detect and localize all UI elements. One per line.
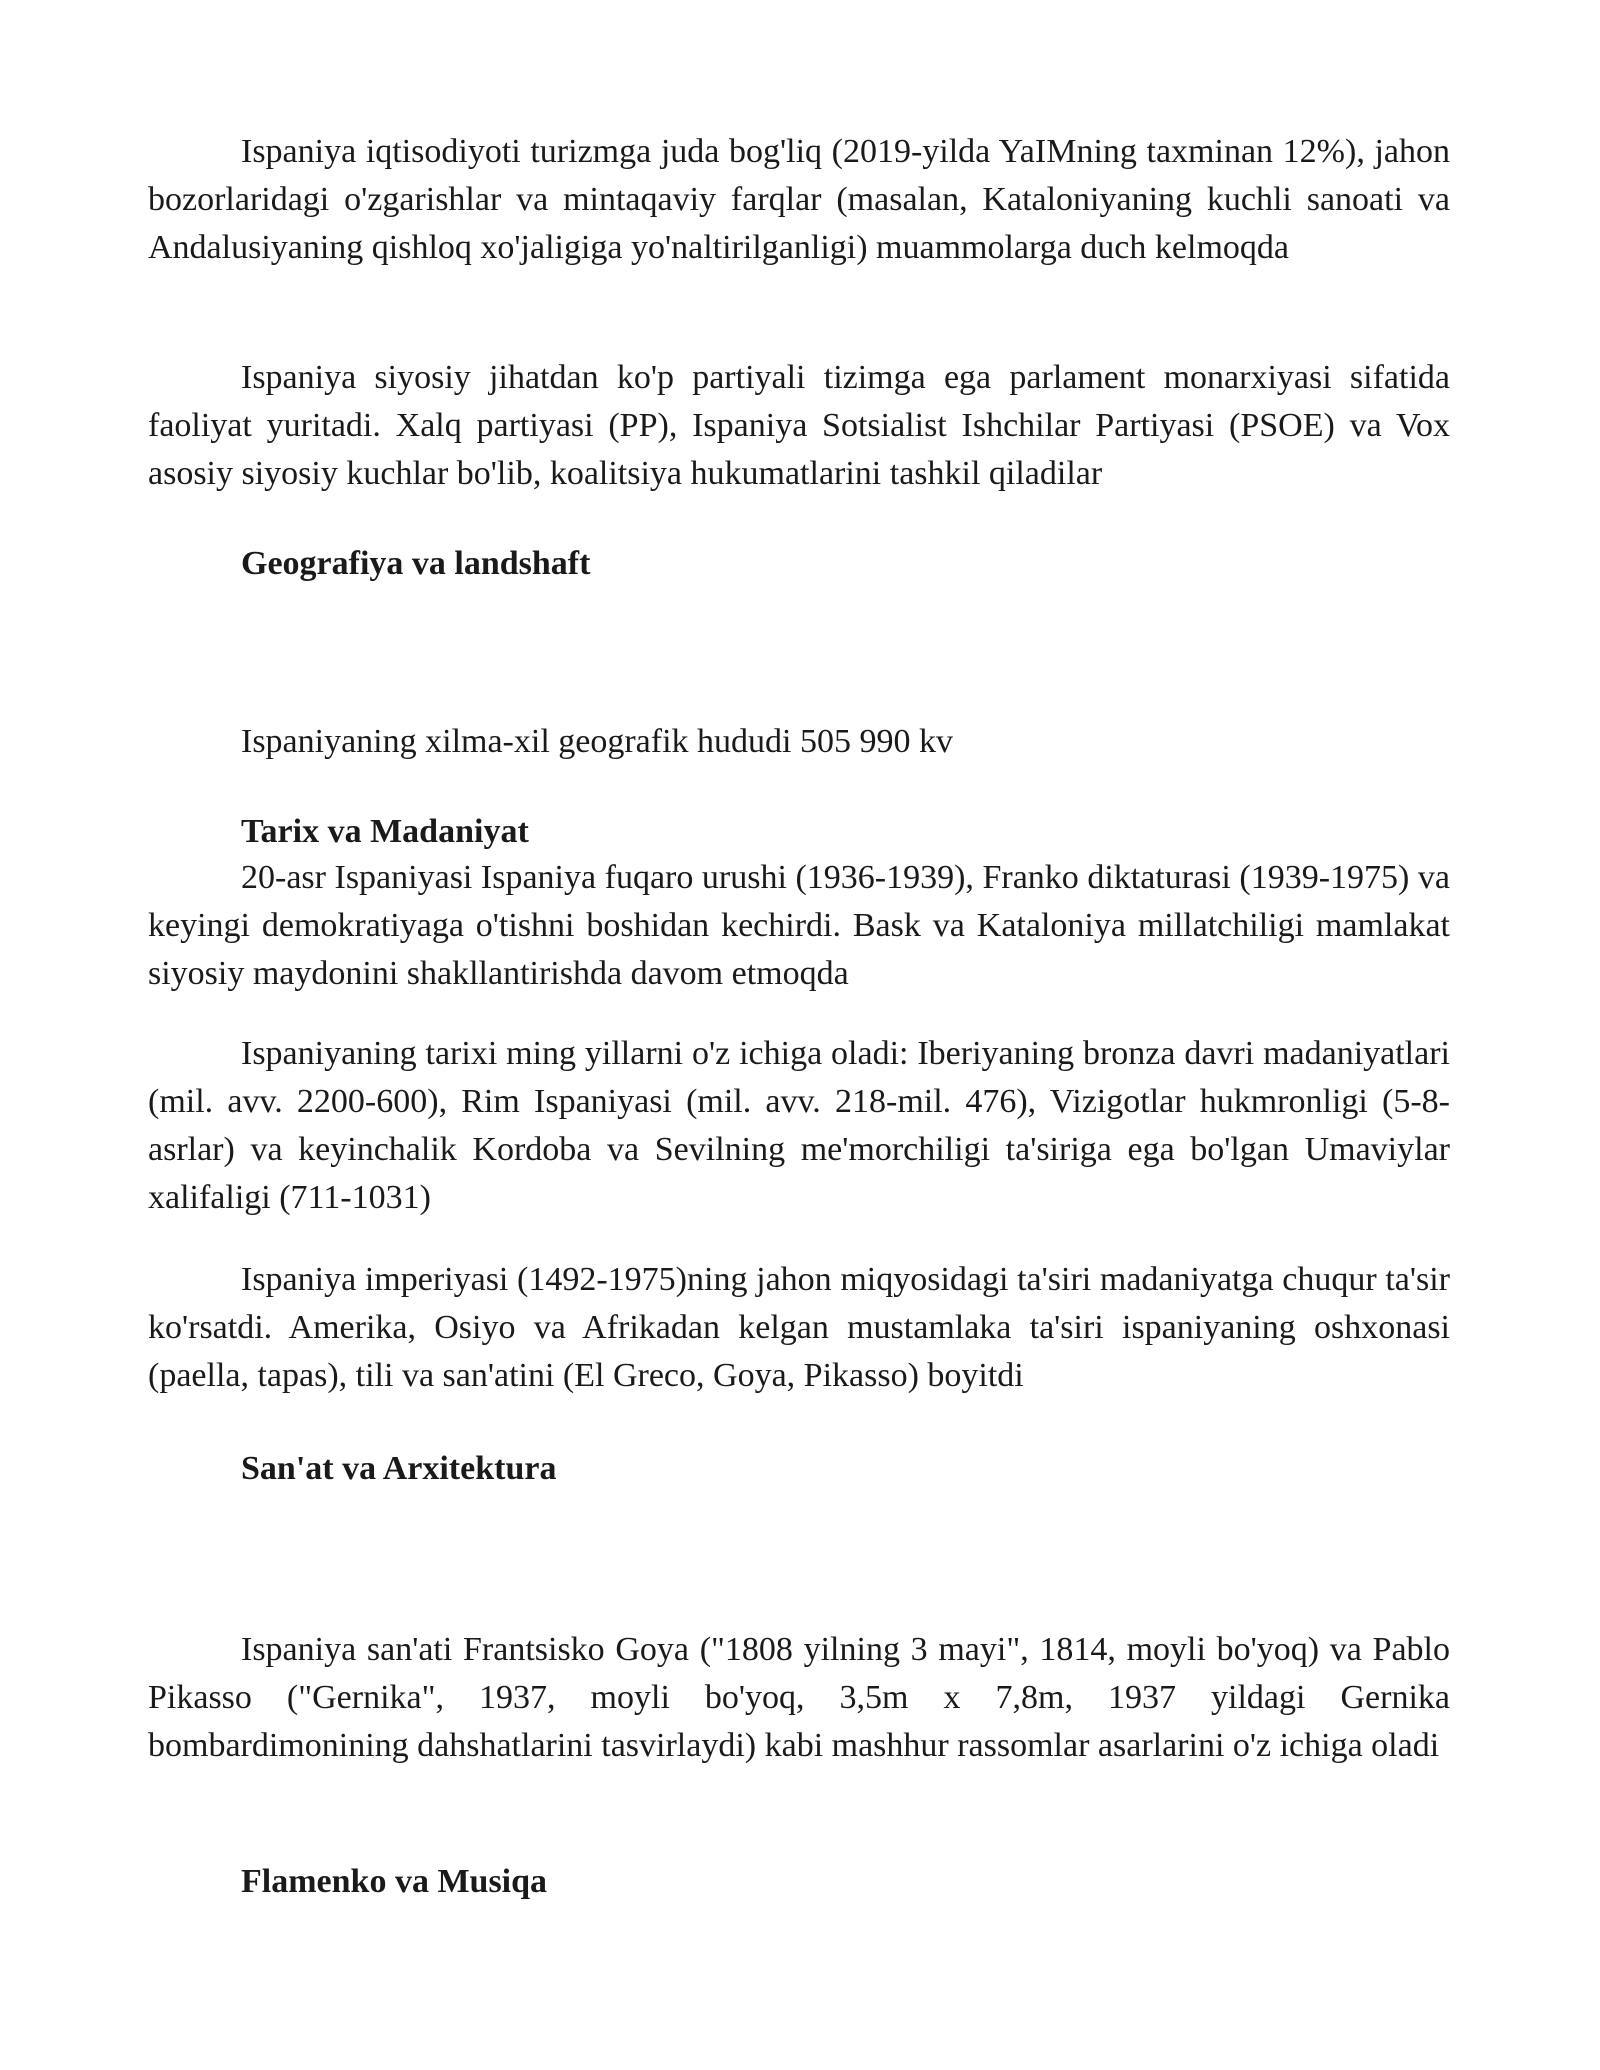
paragraph-geography: Ispaniyaning xilma-xil geografik hududi 505 990 kv [241,723,953,760]
paragraph-politics: Ispaniya siyosiy jihatdan ko'p partiyali tizimga ega parlament monarxiyasi sifatida faoliyat yuritadi. Xalq partiyasi (PP), Ispaniya Sotsialist Ishchilar Partiyasi (PSOE) va Vox asosiy siyosiy kuchlar bo'lib, koalitsiya hukumatlarini tashkil qiladilar [148,359,1450,492]
paragraph-20th-century: 20-asr Ispaniyasi Ispaniya fuqaro urushi (1936-1939), Franko diktaturasi (1939-1975) va keyingi demokratiyaga o'tishni boshidan kechirdi. Bask va Kataloniya millatchiligi mamlakat siyosiy maydonini shakllantirishda davom etmoqda [148,859,1450,992]
paragraph-history: Ispaniyaning tarixi ming yillarni o'z ichiga oladi: Iberiyaning bronza davri madaniyatlari (mil. avv. 2200-600), Rim Ispaniyasi (mil. avv. 218-mil. 476), Vizigotlar hukmronligi (5-8-asrlar) va keyinchalik Kordoba va Sevilning me'morchiligi ta'siriga ega bo'lgan Umaviylar xalifaligi (711-1031) [148,1035,1450,1216]
heading-history: Tarix va Madaniyat [241,813,529,850]
paragraph-empire: Ispaniya imperiyasi (1492-1975)ning jahon miqyosidagi ta'siri madaniyatga chuqur ta'sir ko'rsatdi. Amerika, Osiyo va Afrikadan kelgan mustamlaka ta'siri ispaniyaning oshxonasi (paella, tapas), tili va san'atini (El Greco, Goya, Pikasso) boyitdi [148,1261,1450,1394]
heading-flamenco: Flamenko va Musiqa [241,1863,548,1900]
paragraph-economy: Ispaniya iqtisodiyoti turizmga juda bog'liq (2019-yilda YaIMning taxminan 12%), jahon bozorlaridagi o'zgarishlar va mintaqaviy farqlar (masalan, Kataloniyaning kuchli sanoati va Andalusiyaning qishloq xo'jaligiga yo'naltirilganligi) muammolarga duch kelmoqda [148,133,1450,266]
heading-art: San'at va Arxitektura [241,1450,557,1487]
paragraph-art: Ispaniya san'ati Frantsisko Goya ("1808 yilning 3 mayi", 1814, moyli bo'yoq) va Pablo Pikasso ("Gernika", 1937, moyli bo'yoq, 3,5m x 7,8m, 1937 yildagi Gernika bombardimonining dahshatlarini tasvirlaydi) kabi mashhur rassomlar asarlarini o'z ichiga oladi [148,1631,1450,1764]
heading-geography: Geografiya va landshaft [241,545,591,582]
